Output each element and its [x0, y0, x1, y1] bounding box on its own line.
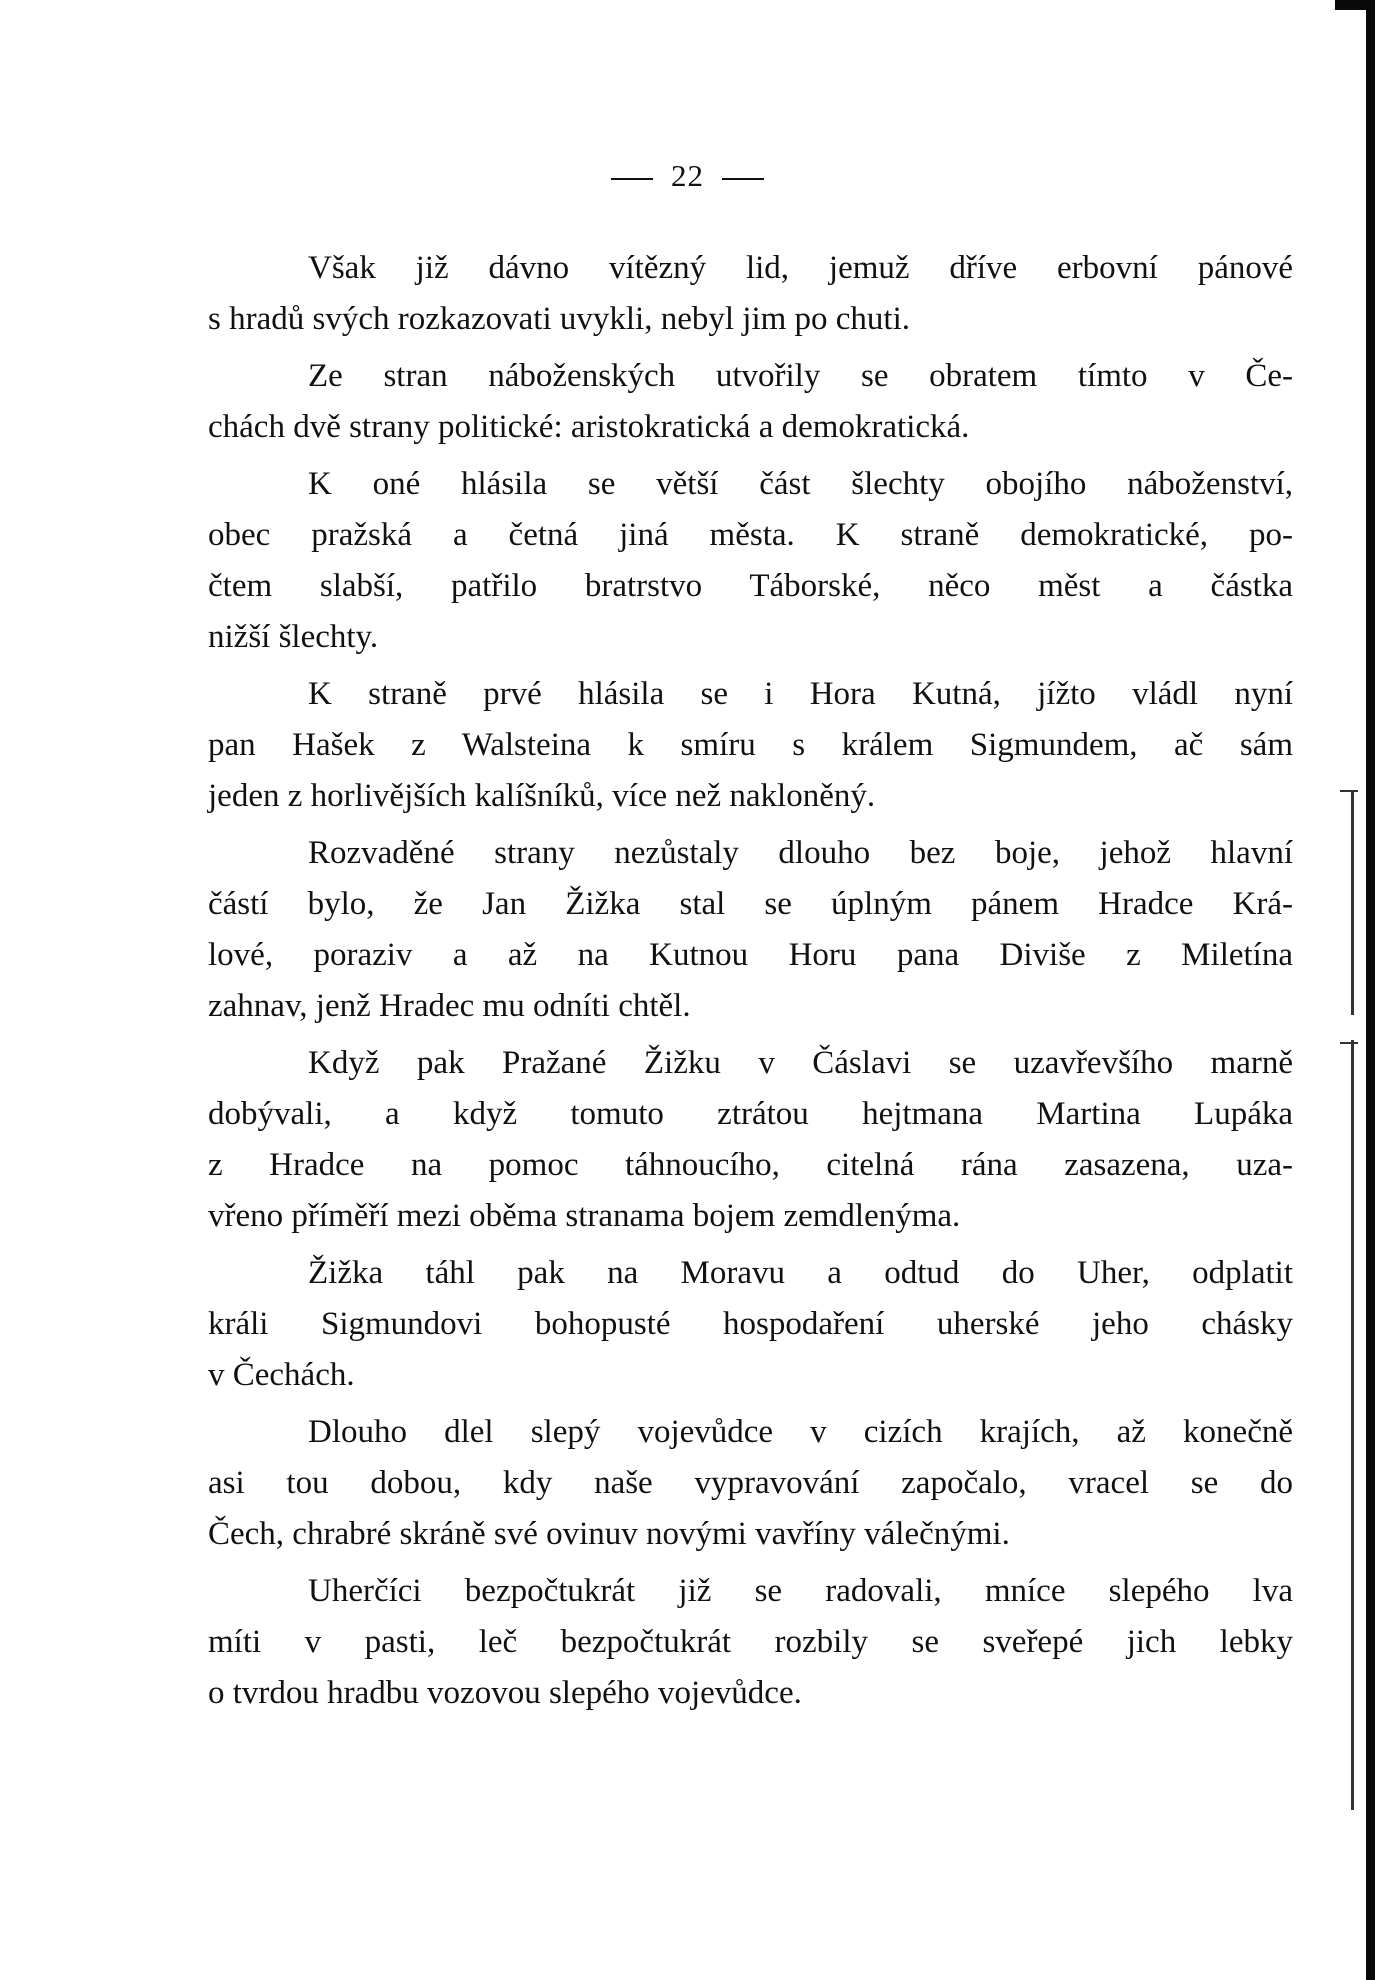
- body-text: [208, 243, 1293, 1725]
- text-line: Ze stran náboženských utvořily se obratem tímto v Če-: [308, 358, 1293, 394]
- text-line: v Čechách.: [208, 1357, 355, 1393]
- text-line: lové, poraziv a až na Kutnou Horu pana Diviše z Miletína: [208, 937, 1293, 973]
- text-line: chách dvě strany politické: aristokratická a demokratická.: [208, 409, 970, 445]
- text-line: Dlouho dlel slepý vojevůdce v cizích krajích, až konečně: [308, 1414, 1293, 1450]
- text-line: Čech, chrabré skráně své ovinuv novými vavříny válečnými.: [208, 1516, 1010, 1552]
- scan-edge-right: [1366, 0, 1375, 1980]
- text-line: králi Sigmundovi bohopusté hospodaření uherské jeho chásky: [208, 1306, 1293, 1342]
- text-line: o tvrdou hradbu vozovou slepého vojevůdce.: [208, 1675, 802, 1711]
- text-line: obec pražská a četná jiná města. K straně demokratické, po-: [208, 517, 1293, 553]
- text-line: vřeno příměří mezi oběma stranama bojem zemdlenýma.: [208, 1198, 961, 1234]
- text-line: zahnav, jenž Hradec mu odníti chtěl.: [208, 988, 691, 1024]
- page-number: [0, 158, 1375, 194]
- margin-line: [1351, 790, 1354, 1015]
- text-line: Však již dávno vítězný lid, jemuž dříve erbovní pánové: [308, 250, 1293, 286]
- text-line: Uherčíci bezpočtukrát již se radovali, mníce slepého lva: [308, 1573, 1293, 1609]
- page-number-dash-left: [611, 178, 653, 180]
- text-line: z Hradce na pomoc táhnoucího, citelná rána zasazena, uza-: [208, 1147, 1293, 1183]
- text-line: K oné hlásila se větší část šlechty obojího náboženství,: [308, 466, 1293, 502]
- text-line: Když pak Pražané Žižku v Čáslavi se uzavřevšího marně: [308, 1045, 1293, 1081]
- text-line: K straně prvé hlásila se i Hora Kutná, jížto vládl nyní: [308, 676, 1293, 712]
- text-line: jeden z horlivějších kalíšníků, více než nakloněný.: [208, 778, 876, 814]
- margin-tick: [1340, 790, 1358, 792]
- text-line: s hradů svých rozkazovati uvykli, nebyl jim po chuti.: [208, 301, 911, 337]
- paragraph: [208, 1248, 1293, 1401]
- paragraph: [208, 1038, 1293, 1242]
- text-line: asi tou dobou, kdy naše vypravování započalo, vracel se do: [208, 1465, 1293, 1501]
- page-number-dash-right: [722, 178, 764, 180]
- paragraph: [208, 1407, 1293, 1560]
- paragraph: [208, 669, 1293, 822]
- text-line: Rozvaděné strany nezůstaly dlouho bez boje, jehož hlavní: [308, 835, 1293, 871]
- text-line: Žižka táhl pak na Moravu a odtud do Uher, odplatit: [308, 1255, 1293, 1291]
- paragraph: [208, 1566, 1293, 1719]
- paragraph: [208, 243, 1293, 345]
- text-line: dobývali, a když tomuto ztrátou hejtmana Martina Lupáka: [208, 1096, 1293, 1132]
- margin-line: [1351, 1040, 1354, 1810]
- paragraph: [208, 351, 1293, 453]
- margin-tick: [1340, 1042, 1358, 1044]
- paragraph: [208, 459, 1293, 663]
- page-number-value: 22: [671, 158, 704, 193]
- text-line: nižší šlechty.: [208, 619, 379, 655]
- text-line: částí bylo, že Jan Žižka stal se úplným pánem Hradce Krá-: [208, 886, 1293, 922]
- text-line: míti v pasti, leč bezpočtukrát rozbily se sveřepé jich lebky: [208, 1624, 1293, 1660]
- text-line: čtem slabší, patřilo bratrstvo Táborské, něco měst a částka: [208, 568, 1293, 604]
- text-line: pan Hašek z Walsteina k smíru s králem Sigmundem, ač sám: [208, 727, 1293, 763]
- paragraph: [208, 828, 1293, 1032]
